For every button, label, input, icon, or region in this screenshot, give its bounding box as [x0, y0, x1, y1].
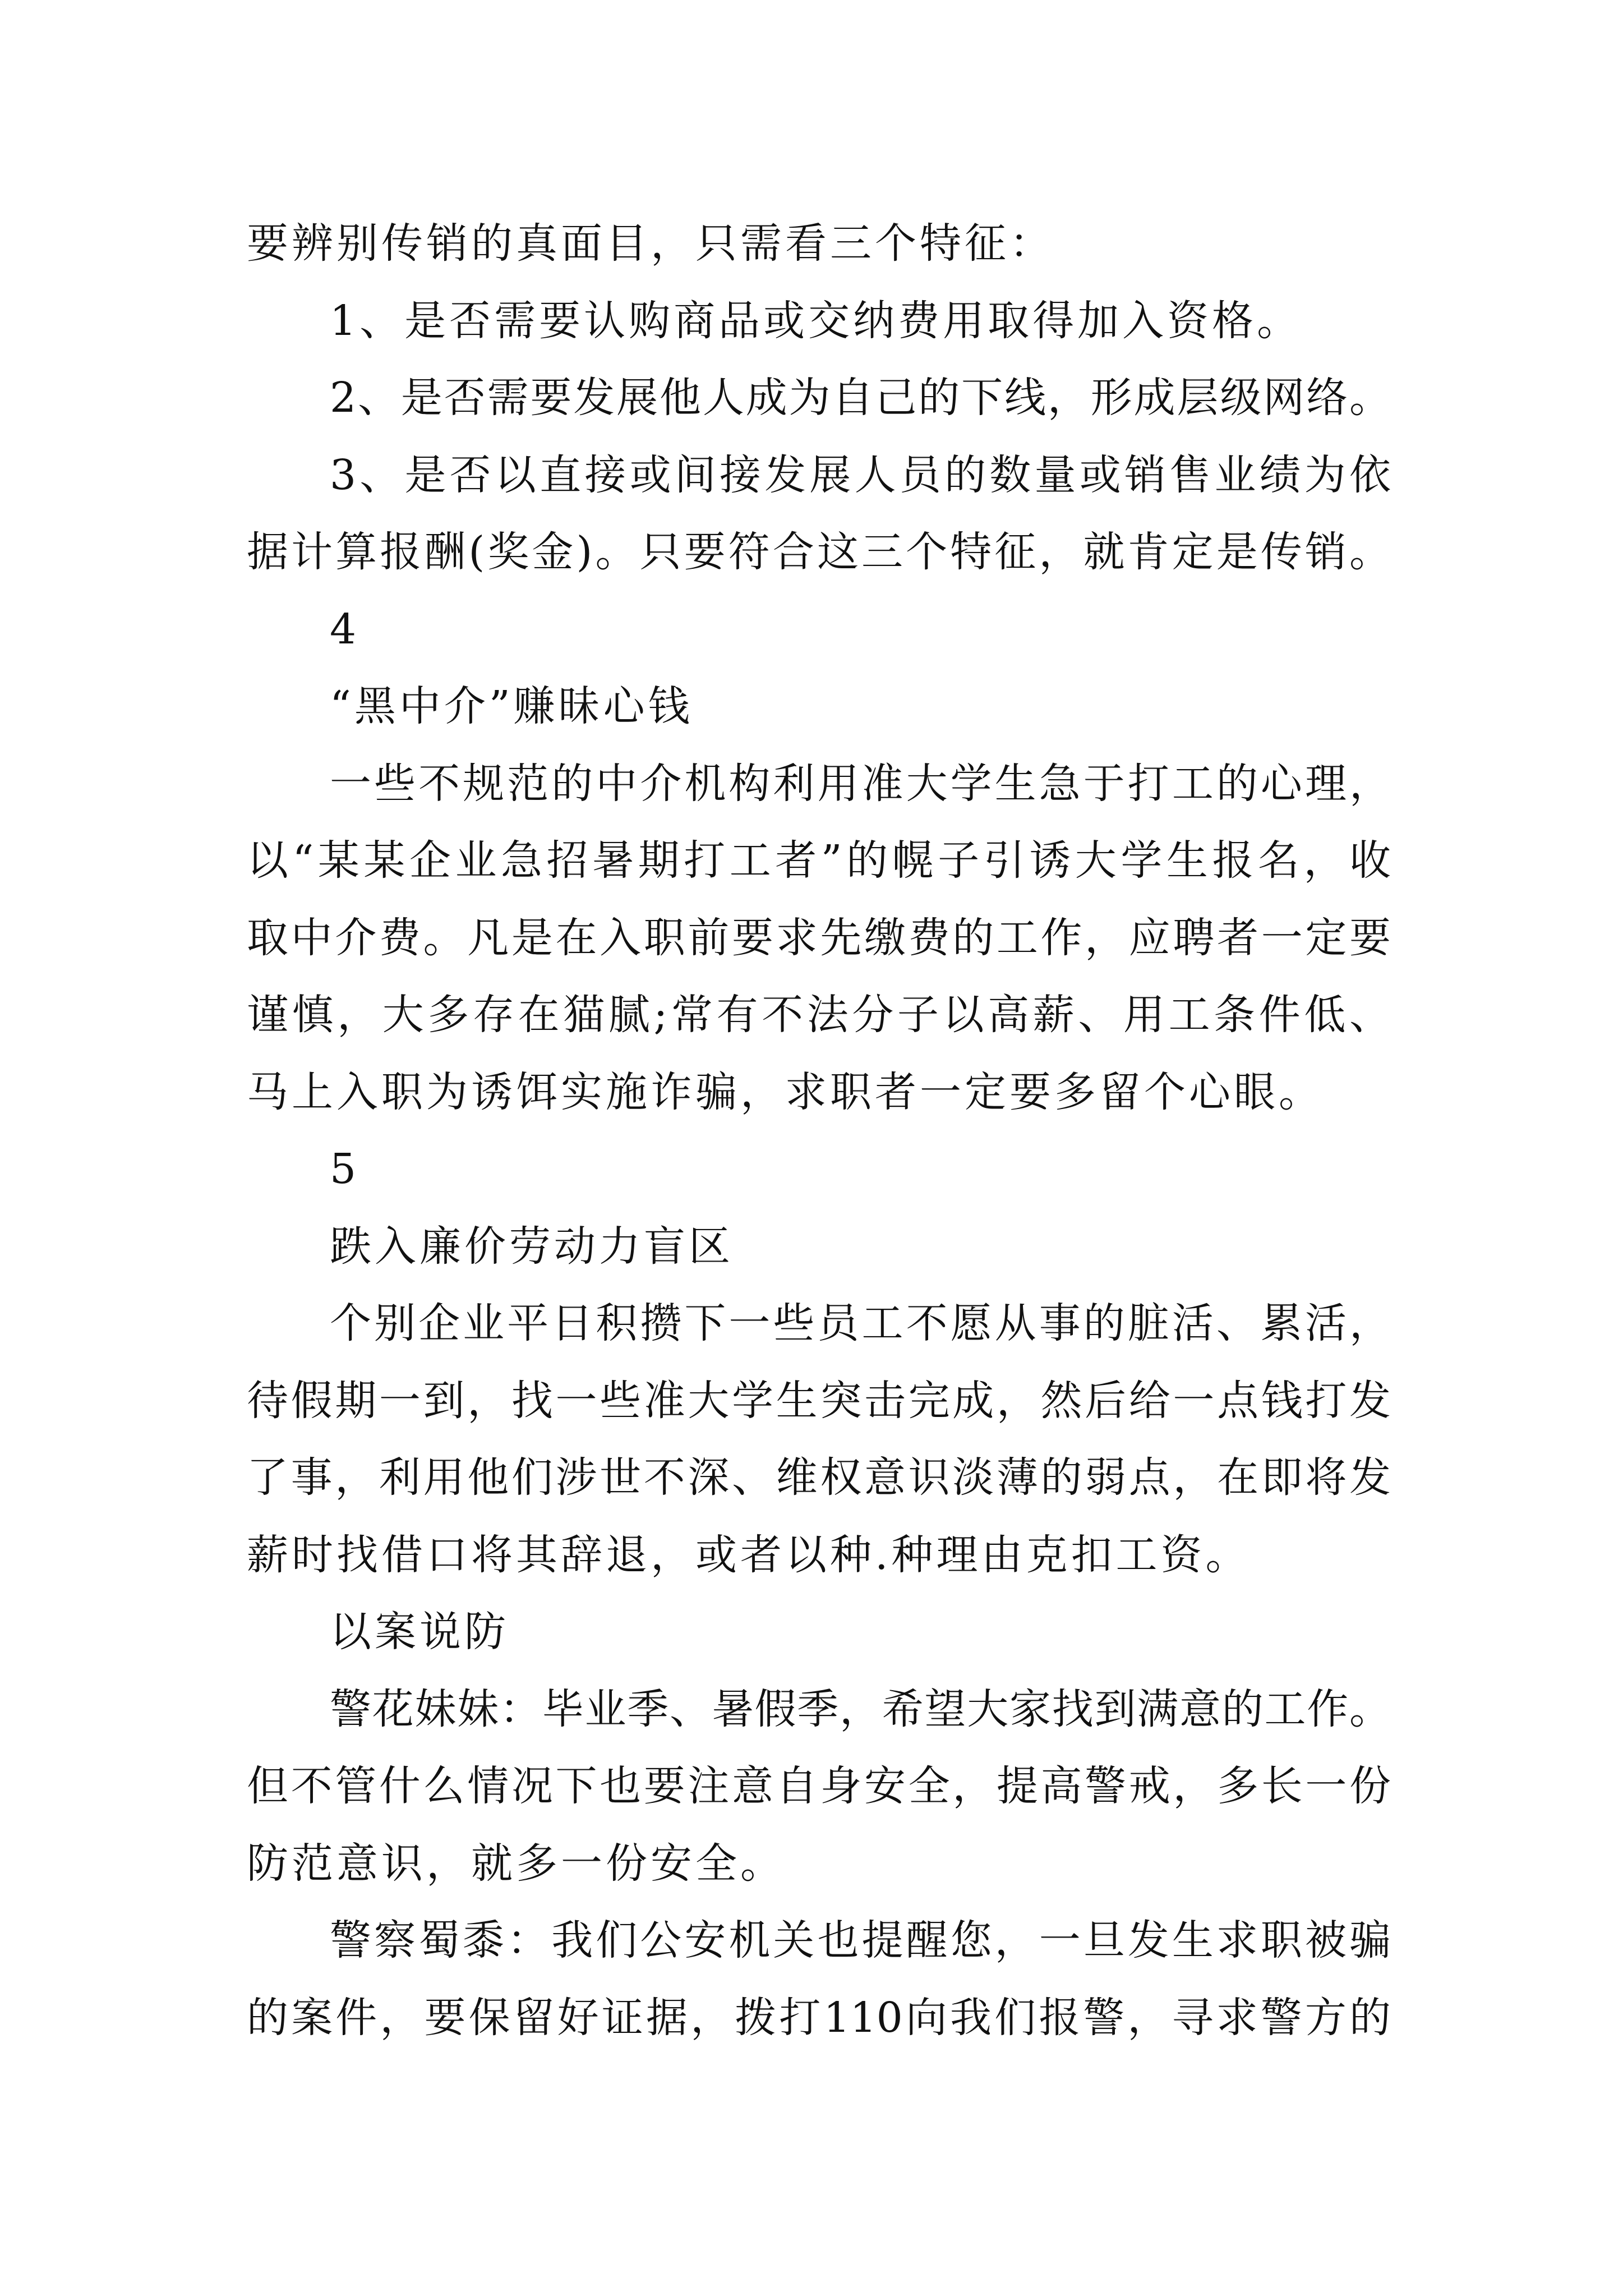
text-line: “黑中介”赚昧心钱	[330, 682, 693, 730]
text-line: 以案说防	[330, 1608, 509, 1656]
text-line: 但不管什么情况下也要注意自身安全，提高警戒，多长一份	[247, 1762, 1391, 1810]
text-line: 待假期一到，找一些准大学生突击完成，然后给一点钱打发	[247, 1376, 1391, 1425]
text-line: 谨慎，大多存在猫腻;常有不法分子以高薪、用工条件低、	[247, 991, 1391, 1039]
text-line: 4	[330, 605, 360, 654]
text-line: 防范意识，就多一份安全。	[247, 1839, 785, 1888]
text-line: 取中介费。凡是在入职前要求先缴费的工作，应聘者一定要	[247, 913, 1391, 962]
text-line: 了事，利用他们涉世不深、维权意识淡薄的弱点，在即将发	[247, 1453, 1391, 1502]
text-line: 跌入廉价劳动力盲区	[330, 1222, 734, 1271]
text-line: 薪时找借口将其辞退，或者以种.种理由克扣工资。	[247, 1530, 1251, 1579]
text-line: 警花妹妹：毕业季、暑假季，希望大家找到满意的工作。	[330, 1685, 1391, 1733]
text-line: 1、是否需要认购商品或交纳费用取得加入资格。	[330, 296, 1302, 345]
text-line: 警察蜀黍：我们公安机关也提醒您，一旦发生求职被骗	[330, 1916, 1391, 1964]
text-line: 5	[330, 1145, 360, 1193]
text-line: 据计算报酬(奖金)。只要符合这三个特征，就肯定是传销。	[247, 528, 1391, 576]
text-line: 2、是否需要发展他人成为自己的下线，形成层级网络。	[330, 374, 1391, 422]
text-line: 一些不规范的中介机构利用准大学生急于打工的心理，	[330, 759, 1391, 808]
text-line: 的案件，要保留好证据，拨打110向我们报警，寻求警方的	[247, 1993, 1391, 2042]
text-line: 个别企业平日积攒下一些员工不愿从事的脏活、累活，	[330, 1299, 1391, 1347]
text-line: 马上入职为诱饵实施诈骗，求职者一定要多留个心眼。	[247, 1068, 1324, 1116]
document-body	[247, 205, 1391, 2056]
text-line: 以“某某企业急招暑期打工者”的幌子引诱大学生报名，收	[247, 836, 1391, 885]
text-line: 3、是否以直接或间接发展人员的数量或销售业绩为依	[330, 450, 1391, 499]
text-line: 要辨别传销的真面目，只需看三个特征：	[247, 219, 1054, 268]
